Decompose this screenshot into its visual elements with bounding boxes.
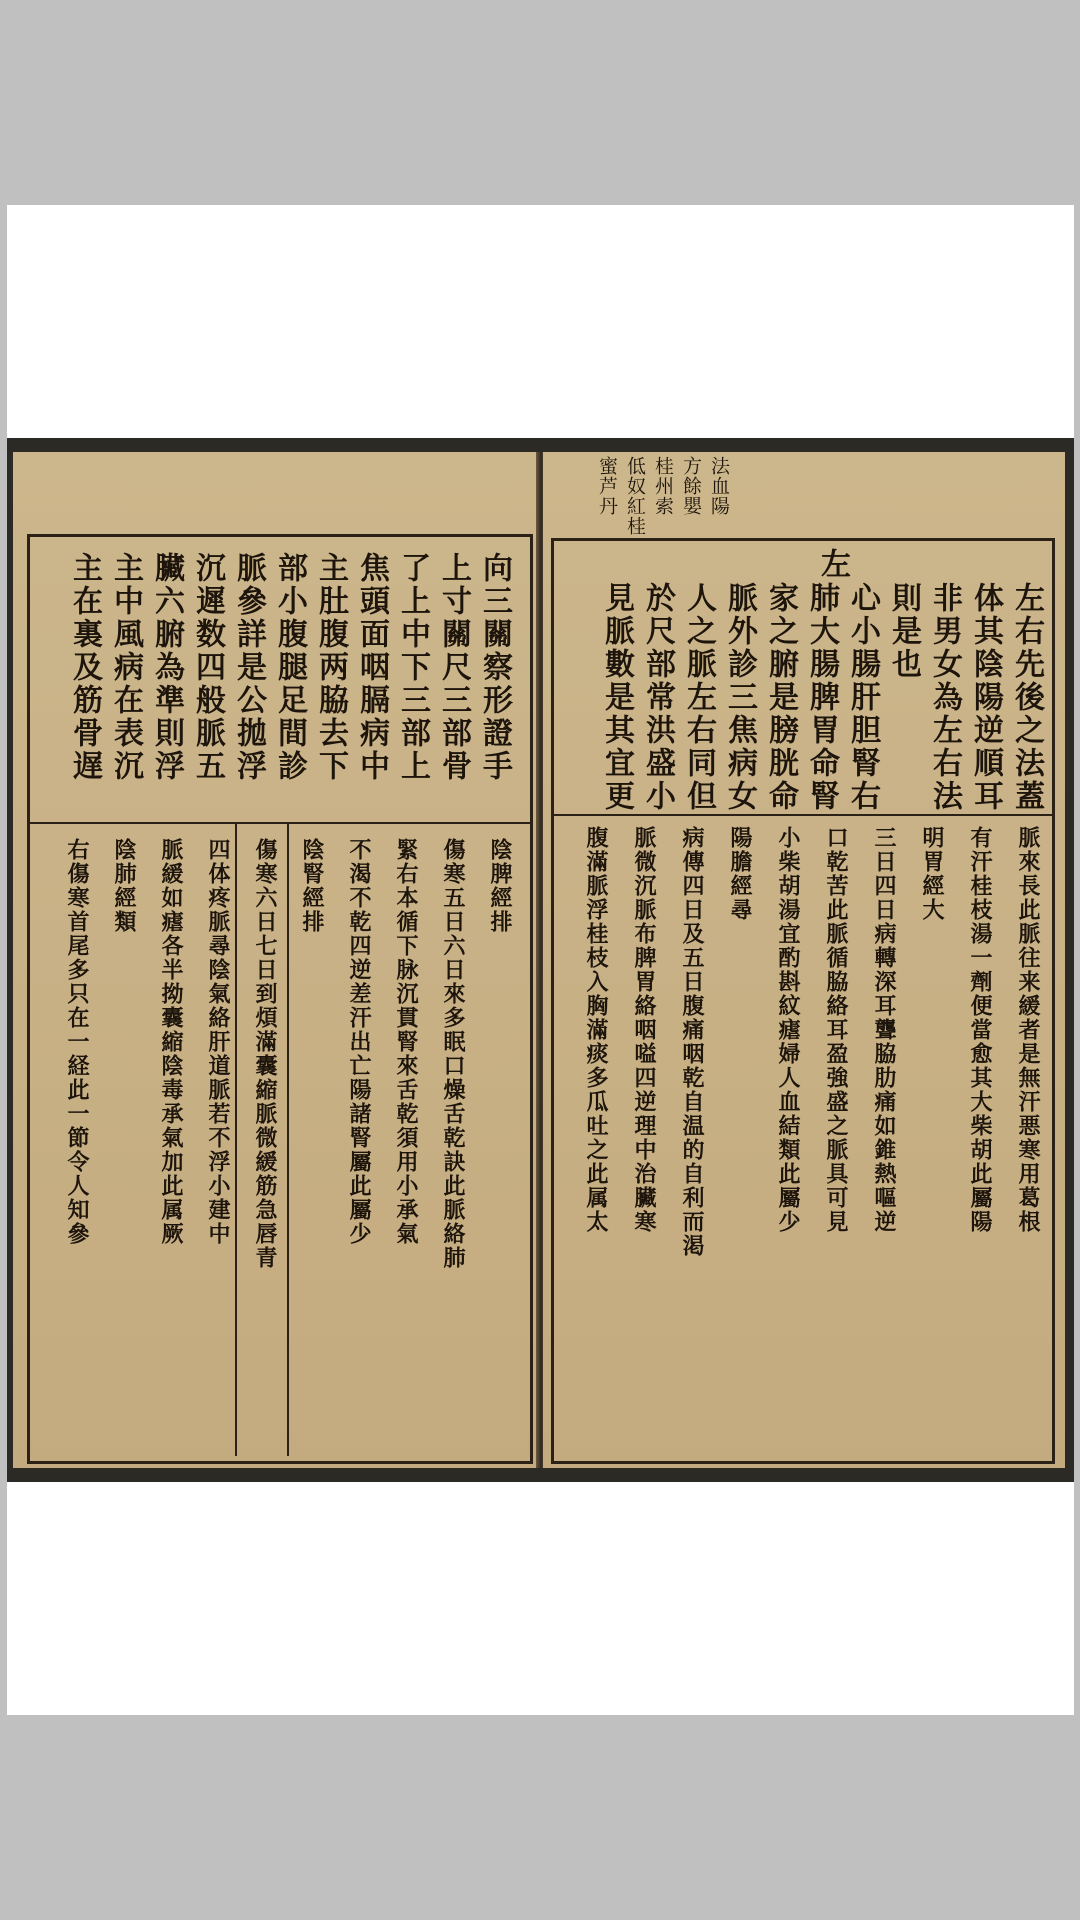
text-column: 陽膽經尋 — [727, 826, 753, 922]
text-column: 心小腸肝胆腎右 — [845, 582, 880, 813]
left-page-lower-rule — [287, 824, 289, 1456]
text-column: 家之腑是膀胱命 — [763, 582, 798, 813]
margin-note-column: 桂州索 — [652, 456, 674, 516]
text-column: 陰腎經排 — [299, 838, 325, 934]
text-column: 上寸關尺三部骨 — [436, 552, 471, 783]
text-column: 陰肺經類 — [111, 838, 137, 934]
text-column: 沉遲数四般脈五 — [190, 552, 225, 783]
text-column: 右傷寒首尾多只在一経此一節令人知參 — [64, 838, 90, 1246]
book-scan — [7, 438, 1074, 1482]
text-column: 脈來長此脈往来緩者是無汗悪寒用葛根 — [1015, 826, 1041, 1234]
text-column: 主中風病在表沉 — [108, 552, 143, 783]
right-page-divider — [551, 814, 1055, 816]
text-column: 部小腹腿足間診 — [272, 552, 307, 783]
text-column: 則是也 — [886, 582, 921, 681]
text-column: 左右先後之法蓋 — [1009, 582, 1044, 813]
text-column: 肺大腸脾胃命腎 — [804, 582, 839, 813]
text-column: 見脈數是其宜更 — [599, 582, 634, 813]
text-column: 体其陰陽逆順耳 — [968, 582, 1003, 813]
left-page — [13, 452, 539, 1468]
image-card — [7, 205, 1074, 1715]
text-column: 非男女為左右法 — [927, 582, 962, 813]
text-column: 了上中下三部上 — [395, 552, 430, 783]
text-column: 傷寒六日七日到煩滿囊縮脈微緩筋急唇青 — [252, 838, 278, 1270]
text-column: 緊右本循下脉沉貫腎來舌乾須用小承氣 — [393, 838, 419, 1246]
text-column: 三日四日病轉深耳聾脇肋痛如錐熱嘔逆 — [871, 826, 897, 1234]
text-column: 脈微沉脈布脾胃絡咽嗌四逆理中治臟寒 — [631, 826, 657, 1234]
text-column: 不渴不乾四逆差汗出亡陽諸腎屬此屬少 — [346, 838, 372, 1246]
text-column: 主在裏及筋骨遅 — [67, 552, 102, 783]
text-column: 脈外診三焦病女 — [722, 582, 757, 813]
margin-note-column: 方餘嬰 — [680, 456, 702, 516]
text-column: 腹滿脈浮桂枝入胸滿痰多瓜吐之此属太 — [583, 826, 609, 1234]
right-page — [543, 452, 1065, 1468]
text-column: 明胃經大 — [919, 826, 945, 922]
text-column: 陰脾經排 — [487, 838, 513, 934]
text-column: 四体疼脈尋陰氣絡肝道脈若不浮小建中 — [205, 838, 231, 1246]
left-page-divider — [27, 822, 533, 824]
text-column: 焦頭面咽膈病中 — [354, 552, 389, 783]
text-column: 小柴胡湯宜酌斟紋瘧婦人血結類此屬少 — [775, 826, 801, 1234]
text-column: 脈緩如瘧各半拗囊縮陰毒承氣加此属厥 — [158, 838, 184, 1246]
text-column: 主肚腹两脇去下 — [313, 552, 348, 783]
text-column: 口乾苦此脈循脇絡耳盈強盛之脈具可見 — [823, 826, 849, 1234]
text-column: 有汗桂枝湯一劑便當愈其大柴胡此屬陽 — [967, 826, 993, 1234]
margin-note-column: 蜜芦丹 — [596, 456, 618, 516]
text-column: 向三關察形證手 — [477, 552, 512, 783]
margin-note-column: 低奴紅桂 — [624, 456, 646, 536]
text-column: 病傳四日及五日腹痛咽乾自温的自利而渇 — [679, 826, 705, 1258]
text-column: 脈參詳是公拋浮 — [231, 552, 266, 783]
text-column: 臟六腑為準則浮 — [149, 552, 184, 783]
margin-note-column: 法血陽 — [708, 456, 730, 516]
section-header: 左 — [815, 548, 850, 581]
left-page-lower-rule — [235, 824, 237, 1456]
text-column: 人之脈左右同但 — [681, 582, 716, 813]
text-column: 於尺部常洪盛小 — [640, 582, 675, 813]
text-column: 傷寒五日六日來多眠口燥舌乾訣此脈絡肺 — [440, 838, 466, 1270]
